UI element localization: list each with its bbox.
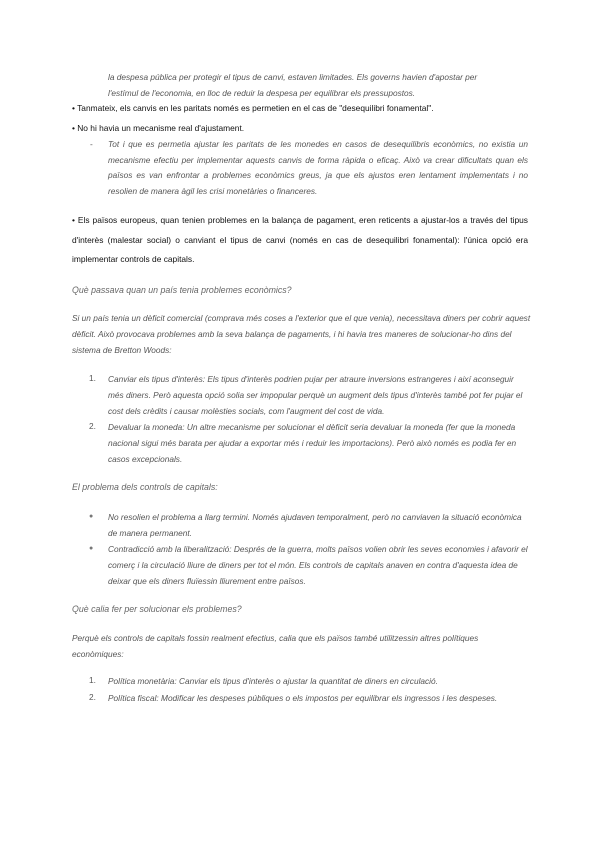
- dash-marker: -: [90, 139, 93, 149]
- item-text: Devaluar la moneda: Un altre mecanisme per solucionar el dèficit seria devaluar la moneda (fer que la moneda nacional sigui més barata per ajudar a exportar més i reduir les importacions). Però això només es podia fer en casos excepcionals.: [108, 422, 517, 464]
- item-text: Política fiscal: Modificar les despeses públiques o els impostos per equilibrar els ingressos i les despeses.: [108, 693, 498, 703]
- bullet-dot: ●: [89, 545, 94, 552]
- continuation-line-1: la despesa pública per protegir el tipus de canvi, estaven limitades. Els governs havien d'apostar per: [108, 72, 478, 82]
- paragraph-deficit-comercial: Si un país tenia un dèficit comercial (comprava més coses a l'exterior que el que venia), necessitava diners per cobrir aquest dèficit. Això provocava problemes amb la seva balança de pagaments, i hi havia tres maneres de solucionar-ho dins del sistema de Bretton Woods:: [72, 313, 531, 355]
- item-number: 1.: [89, 675, 96, 685]
- heading-solucionar-problemes: Què calia fer per solucionar els problemes?: [72, 604, 242, 614]
- bullet-ajustament: • No hi havia un mecanisme real d'ajustament.: [72, 123, 245, 133]
- continuation-line-2: l'estímul de l'economia, en lloc de reduir la despesa per equilibrar els pressupostos.: [108, 88, 416, 98]
- item-number: 1.: [89, 373, 96, 383]
- paragraph-controls-efectius: Perquè els controls de capitals fossin realment efectius, calia que els països també utilitzessin altres polítiques econòmiques:: [72, 633, 479, 659]
- bullet-paritats: • Tanmateix, els canvis en les paritats només es permetien en el cas de "desequilibri fonamental".: [72, 103, 434, 113]
- item-text: Contradicció amb la liberalització: Després de la guerra, molts països volien obrir les seves economies i afavorir el comerç i la circulació lliure de diners per tot el món. Els controls de capitals anaven en contra d'aquesta idea de deixar que els diners fluïessin lliurement entre països.: [108, 544, 528, 586]
- dash-list-item: [90, 137, 528, 199]
- dash-item-text: Tot i que es permetia ajustar les paritats de les monedes en casos de desequilibris econòmics, no existia un mecanisme efectiu per implementar aquests canvis de forma ràpida o eficaç. Això va crear dificultats quan els països es van enfrontar a problemes econòmics greus, ja que els ajustos eren lentament implementats i no resolien de manera àgil les crisi monetàries o financeres.: [108, 139, 528, 196]
- bullet-paisos-europeus: • Els països europeus, quan tenien problemes en la balança de pagament, eren reticents a ajustar-los a través del tipus d'interès (malestar social) o canviant el tipus de canvi (només en cas de desequilibri fonamental): l'única opció era implementar controls de capitals.: [72, 215, 528, 264]
- numbered-item-2: [89, 419, 528, 467]
- item-text: Canviar els tipus d'interès: Els tipus d'interès podrien pujar per atraure inversions estrangeres i així aconseguir més diners. Però aquesta opció solia ser impopular perquè un augment dels tipus d'interès també pot fer pujar el cost dels crèdits i causar molèsties socials, com l'augment del cost de vida.: [108, 374, 523, 416]
- bullet-item-1: [89, 509, 532, 541]
- numbered-item-politica-fiscal: [89, 690, 532, 706]
- bullet-item-2: [89, 541, 532, 589]
- item-text: Política monetària: Canviar els tipus d'interès o ajustar la quantitat de diners en circulació.: [108, 676, 438, 686]
- bullet-dot: ●: [89, 513, 94, 520]
- numbered-item-politica-monetaria: [89, 673, 532, 689]
- numbered-item-1: [89, 371, 528, 419]
- heading-problemes-economics: Què passava quan un país tenia problemes econòmics?: [72, 285, 292, 295]
- item-number: 2.: [89, 692, 96, 702]
- heading-controls-capitals: El problema dels controls de capitals:: [72, 482, 218, 492]
- item-number: 2.: [89, 421, 96, 431]
- item-text: No resolien el problema a llarg termini. Només ajudaven temporalment, però no canviaven la situació econòmica de manera permanent.: [108, 512, 522, 538]
